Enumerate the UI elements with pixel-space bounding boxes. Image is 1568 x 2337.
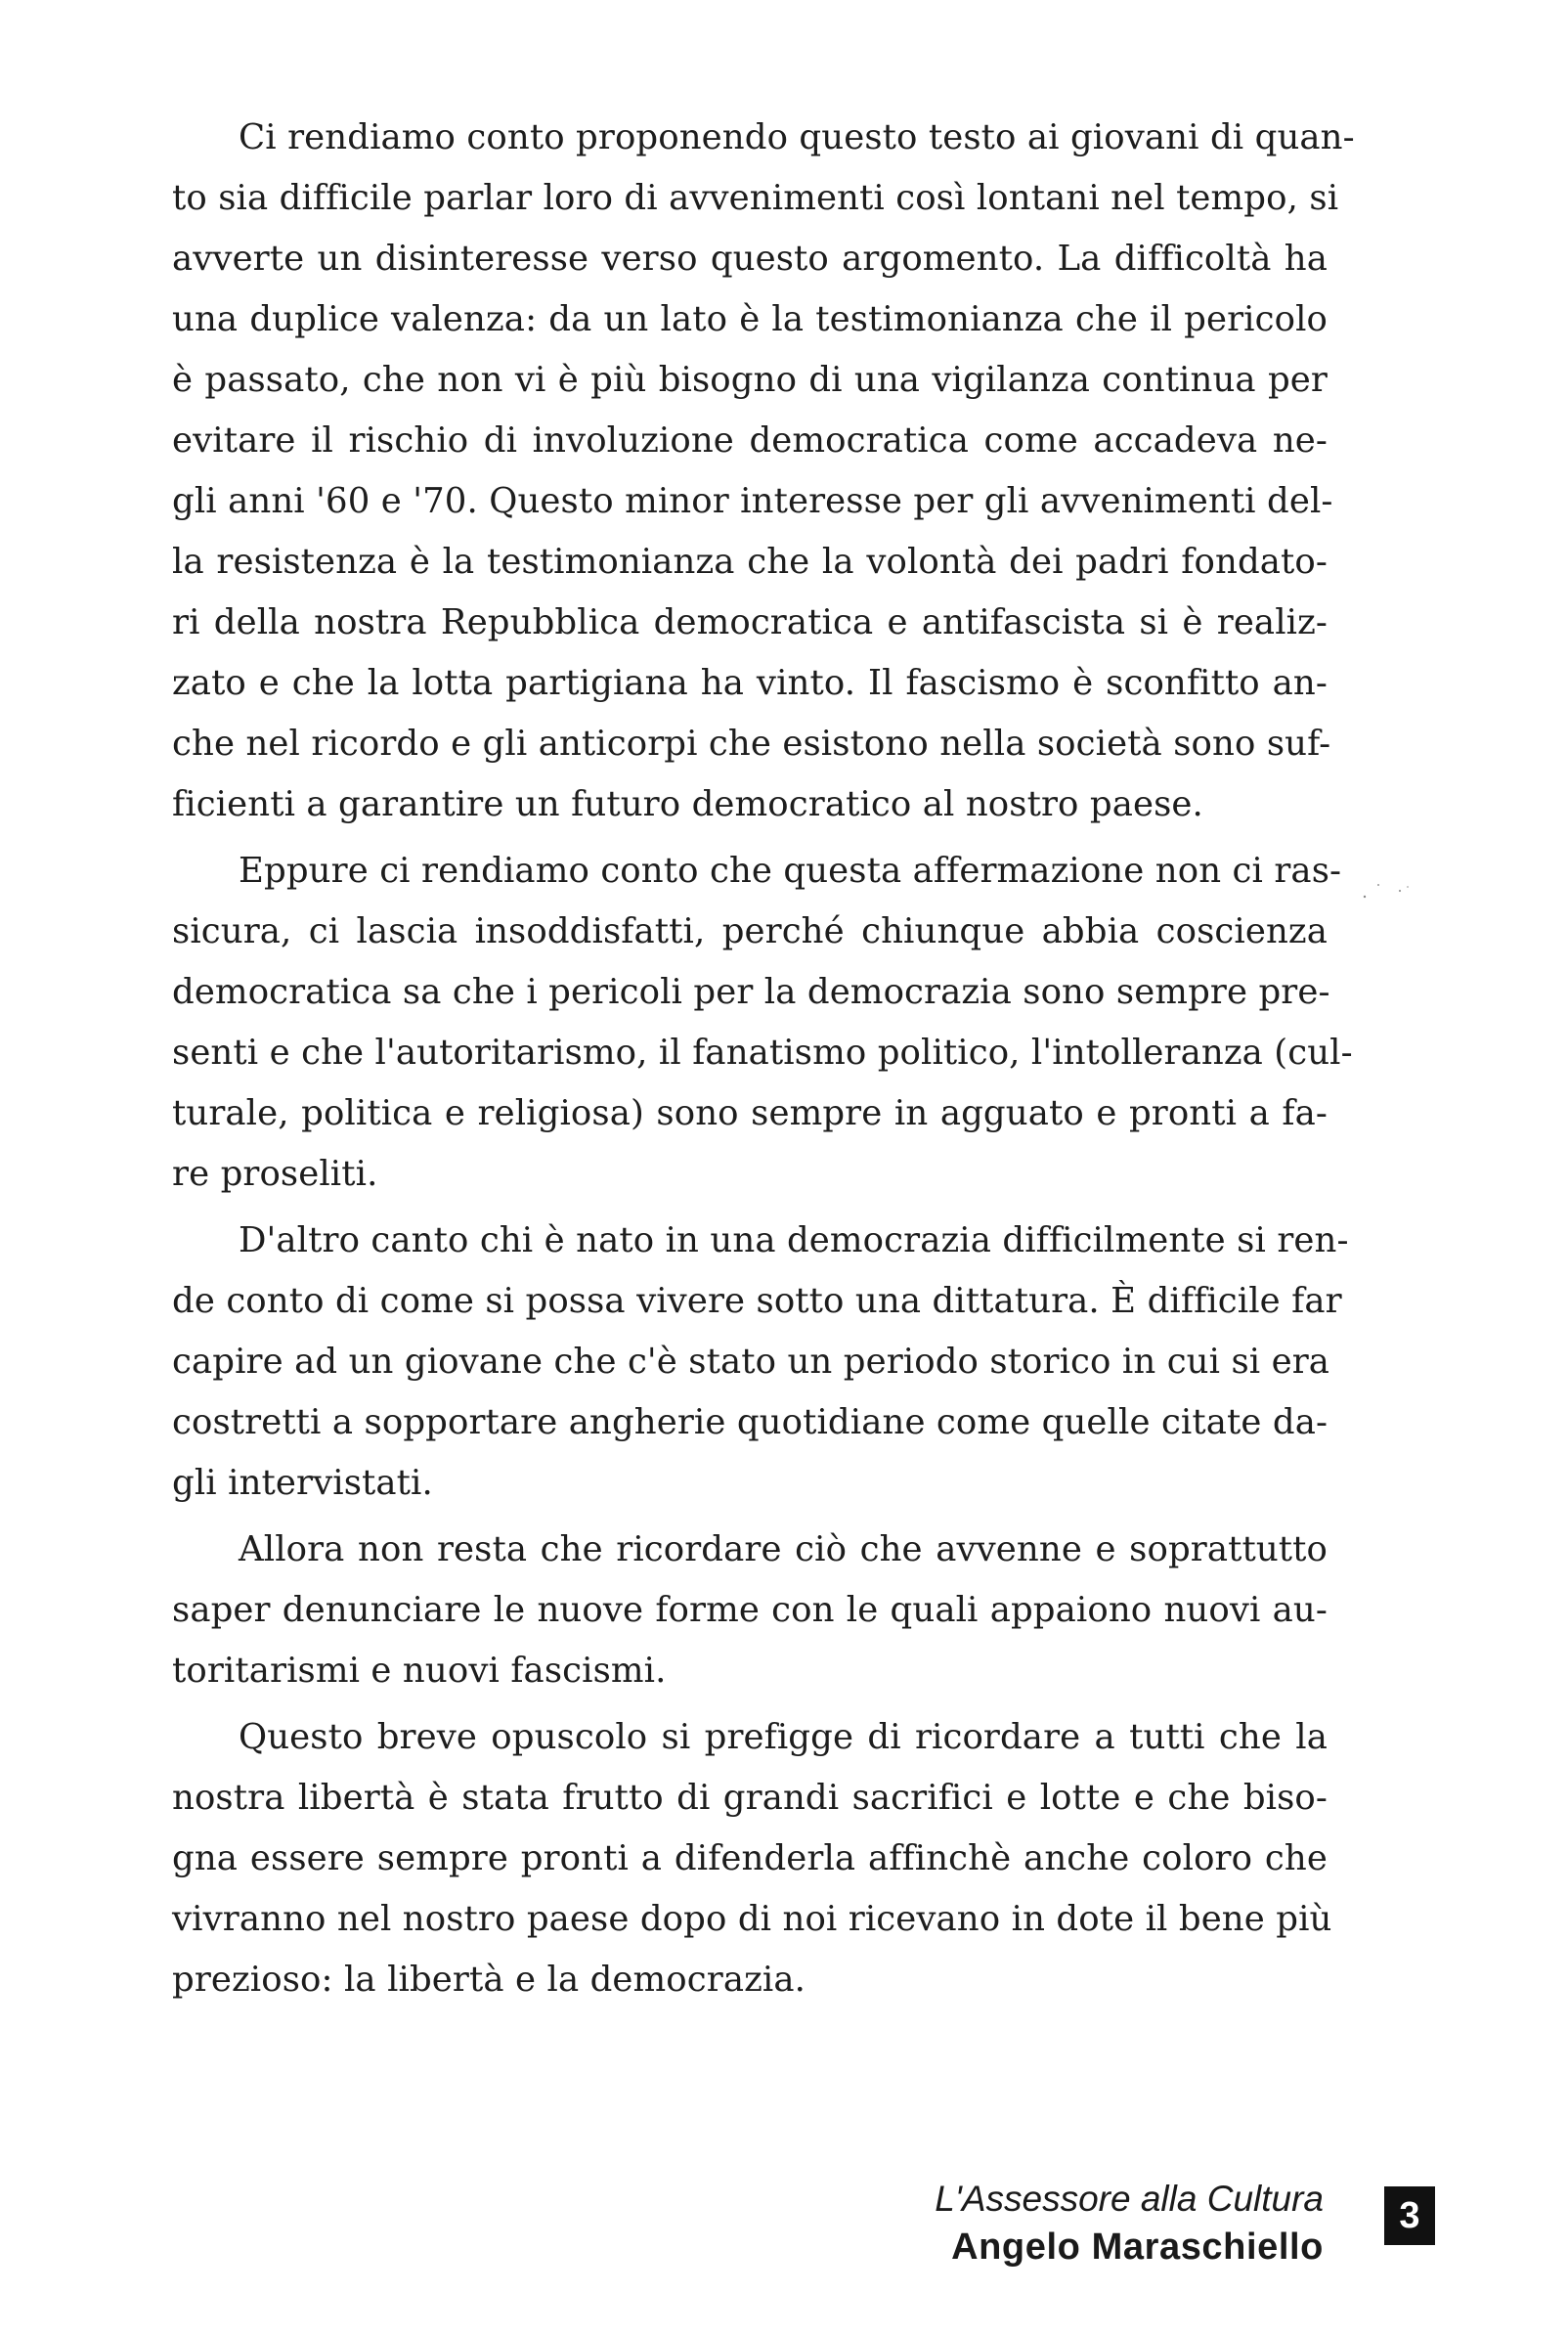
text-line: costretti a sopportare angherie quotidiane come quelle citate da-	[172, 1402, 1328, 1442]
text-line: gli anni '60 e '70. Questo minor interesse per gli avvenimenti del-	[172, 481, 1333, 521]
paragraph	[172, 108, 1355, 835]
text-line: evitare il rischio di involuzione democratica come accadeva ne-	[172, 420, 1328, 461]
text-line: è passato, che non vi è più bisogno di una vigilanza continua per	[172, 360, 1328, 400]
text-line: D'altro canto chi è nato in una democrazia difficilmente si ren-	[239, 1220, 1349, 1260]
text-line: Questo breve opuscolo si prefigge di ricordare a tutti che la	[239, 1717, 1328, 1757]
text-line: toritarismi e nuovi fascismi.	[172, 1651, 667, 1691]
text-line: vivranno nel nostro paese dopo di noi ricevano in dote il bene più	[172, 1899, 1332, 1939]
text-line: avverte un disinteresse verso questo argomento. La difficoltà ha	[172, 239, 1328, 279]
paragraph	[172, 1211, 1349, 1514]
signature-name: Angelo Maraschiello	[951, 2227, 1324, 2268]
text-line: nostra libertà è stata frutto di grandi sacrifici e lotte e che biso-	[172, 1778, 1328, 1818]
text-line: Ci rendiamo conto proponendo questo testo ai giovani di quan-	[239, 117, 1355, 157]
text-line: ri della nostra Repubblica democratica e antifascista si è realiz-	[172, 602, 1328, 642]
signature-role: L'Assessore alla Cultura	[935, 2179, 1324, 2219]
text-line: saper denunciare le nuove forme con le quali appaiono nuovi au-	[172, 1590, 1328, 1630]
text-line: re proseliti.	[172, 1154, 378, 1194]
text-line: gna essere sempre pronti a difenderla affinchè anche coloro che	[172, 1838, 1328, 1878]
text-line: la resistenza è la testimonianza che la volontà dei padri fondato-	[172, 542, 1328, 582]
text-line: prezioso: la libertà e la democrazia.	[172, 1960, 806, 2000]
paragraph	[172, 1520, 1328, 1701]
text-line: sicura, ci lascia insoddisfatti, perché chiunque abbia coscienza	[172, 911, 1328, 951]
paragraph	[172, 841, 1353, 1205]
page-number-badge: 3	[1384, 2186, 1435, 2245]
text-line: to sia difficile parlar loro di avvenimenti così lontani nel tempo, si	[172, 178, 1339, 218]
text-line: zato e che la lotta partigiana ha vinto. Il fascismo è sconfitto an-	[172, 663, 1328, 703]
scan-specks	[1357, 875, 1416, 904]
text-line: gli intervistati.	[172, 1463, 433, 1503]
text-line: democratica sa che i pericoli per la democrazia sono sempre pre-	[172, 972, 1330, 1012]
text-line: una duplice valenza: da un lato è la testimonianza che il pericolo	[172, 299, 1328, 339]
text-line: turale, politica e religiosa) sono sempre in agguato e pronti a fa-	[172, 1093, 1328, 1133]
text-line: che nel ricordo e gli anticorpi che esistono nella società sono suf-	[172, 724, 1331, 764]
text-line: Allora non resta che ricordare ciò che avvenne e soprattutto	[239, 1529, 1328, 1569]
signature-block	[935, 2176, 1324, 2271]
body-text	[172, 108, 1355, 2010]
text-line: de conto di come si possa vivere sotto una dittatura. È difficile far	[172, 1281, 1342, 1321]
paragraph	[172, 1707, 1332, 2010]
text-line: senti e che l'autoritarismo, il fanatismo politico, l'intolleranza (cul-	[172, 1033, 1353, 1073]
text-line: Eppure ci rendiamo conto che questa affermazione non ci ras-	[239, 851, 1342, 891]
text-line: capire ad un giovane che c'è stato un periodo storico in cui si era	[172, 1342, 1330, 1382]
text-line: ficienti a garantire un futuro democratico al nostro paese.	[172, 784, 1203, 824]
